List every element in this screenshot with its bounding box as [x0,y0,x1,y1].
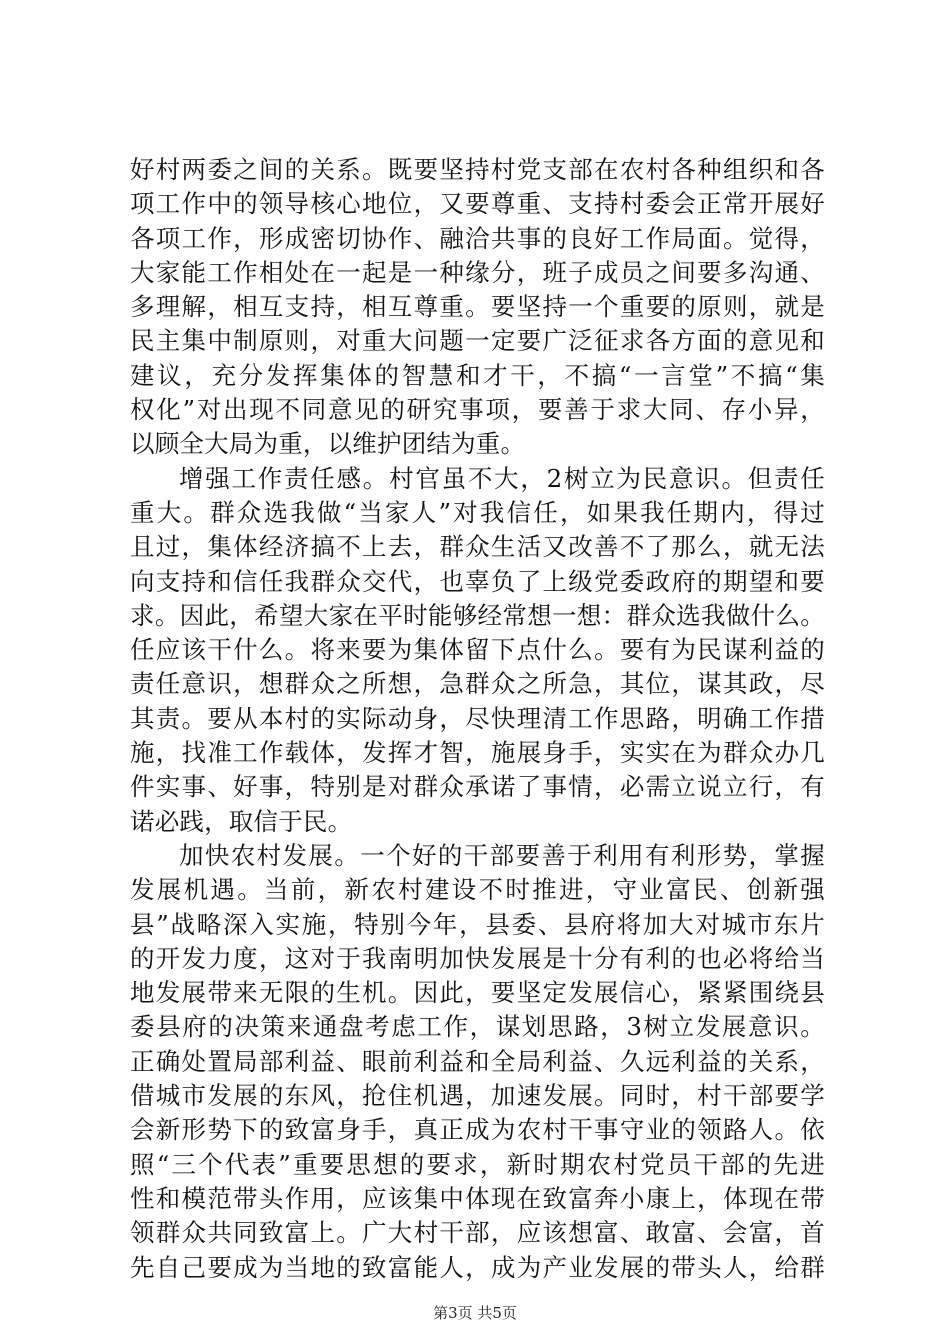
text-line: 会新形势下的致富身手，真正成为农村干事守业的领路人。依 [130,1115,825,1145]
text-line: 照“三个代表”重要思想的要求，新时期农村党员干部的先进 [130,1149,825,1179]
text-line: 先自己要成为当地的致富能人，成为产业发展的带头人，给群 [130,1252,825,1282]
text-line: 责任意识，想群众之所想，急群众之所急，其位，谋其政，尽 [130,669,825,699]
text-line: 正确处置局部利益、眼前利益和全局利益、久远利益的关系， [130,1046,825,1076]
text-line: 施，找准工作载体，发挥才智，施展身手，实实在为群众办几 [130,738,825,768]
text-line: 性和模范带头作用，应该集中体现在致富奔小康上，体现在带 [130,1183,825,1213]
paragraph [130,153,825,462]
text-line: 求。因此，希望大家在平时能够经常想一想：群众选我做什么。 [130,600,825,630]
text-line: 增强工作责任感。村官虽不大，2树立为民意识。但责任 [179,463,825,493]
text-line: 借城市发展的东风，抢住机遇，加速发展。同时，村干部要学 [130,1081,825,1111]
text-line: 民主集中制原则，对重大问题一定要广泛征求各方面的意见和 [130,326,825,356]
text-line: 大家能工作相处在一起是一种缘分，班子成员之间要多沟通、 [130,257,825,287]
text-line: 件实事、好事，特别是对群众承诺了事情，必需立说立行，有 [130,772,825,802]
text-line: 重大。群众选我做“当家人”对我信任，如果我任期内，得过 [130,497,825,527]
text-line: 向支持和信任我群众交代，也辜负了上级党委政府的期望和要 [130,566,825,596]
text-line: 各项工作，形成密切协作、融洽共事的良好工作局面。觉得， [130,223,825,253]
text-line: 诺必践，取信于民。 [130,806,353,836]
text-line: 以顾全大局为重，以维护团结为重。 [130,429,526,459]
text-line: 且过，集体经济搞不上去，群众生活又改善不了那么，就无法 [130,532,825,562]
text-line: 的开发力度，这对于我南明加快发展是十分有利的也必将给当 [130,943,825,973]
text-line: 其责。要从本村的实际动身，尽快理清工作思路，明确工作措 [130,703,825,733]
text-line: 多理解，相互支持，相互尊重。要坚持一个重要的原则，就是 [130,292,825,322]
document-body [130,153,825,1285]
text-line: 加快农村发展。一个好的干部要善于利用有利形势，掌握 [179,840,825,870]
text-line: 好村两委之间的关系。既要坚持村党支部在农村各种组织和各 [130,155,825,184]
text-line: 发展机遇。当前，新农村建设不时推进，守业富民、创新强 [130,875,825,905]
text-line: 委县府的决策来通盘考虑工作，谋划思路，3树立发展意识。 [130,1012,825,1042]
page-footer: 第3页 共5页 [433,1304,517,1322]
text-line: 任应该干什么。将来要为集体留下点什么。要有为民谋利益的 [130,635,825,665]
text-line: 权化”对出现不同意见的研究事项，要善于求大同、存小异， [130,395,825,425]
paragraph [130,839,825,1285]
text-line: 项工作中的领导核心地位，又要尊重、支持村委会正常开展好 [130,189,825,219]
paragraph [130,462,825,839]
text-line: 建议，充分发挥集体的智慧和才干，不搞“一言堂”不搞“集 [130,360,825,390]
text-line: 领群众共同致富上。广大村干部，应该想富、敢富、会富，首 [130,1218,825,1248]
text-line: 县”战略深入实施，特别今年，县委、县府将加大对城市东片 [130,909,825,939]
text-line: 地发展带来无限的生机。因此，要坚定发展信心，紧紧围绕县 [130,978,825,1008]
